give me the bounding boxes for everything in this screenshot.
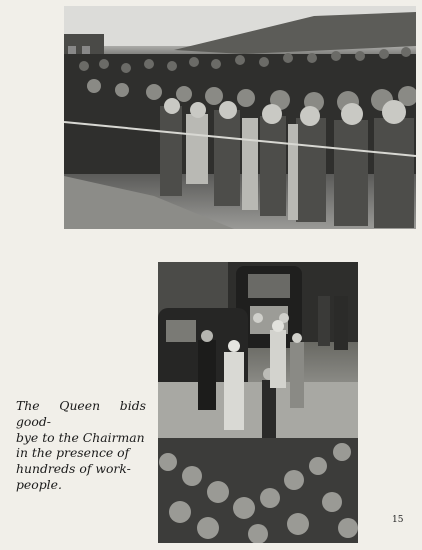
queen-departure-drawing <box>158 262 358 543</box>
queen-departure-photo <box>158 262 358 543</box>
crowd-photo <box>64 6 416 229</box>
crowd-photo-drawing <box>64 6 416 229</box>
page-number: 15 <box>392 515 404 525</box>
photo-caption: The Queen bids good- bye to the Chairman in the presence of hundreds of work- people. <box>16 398 146 492</box>
